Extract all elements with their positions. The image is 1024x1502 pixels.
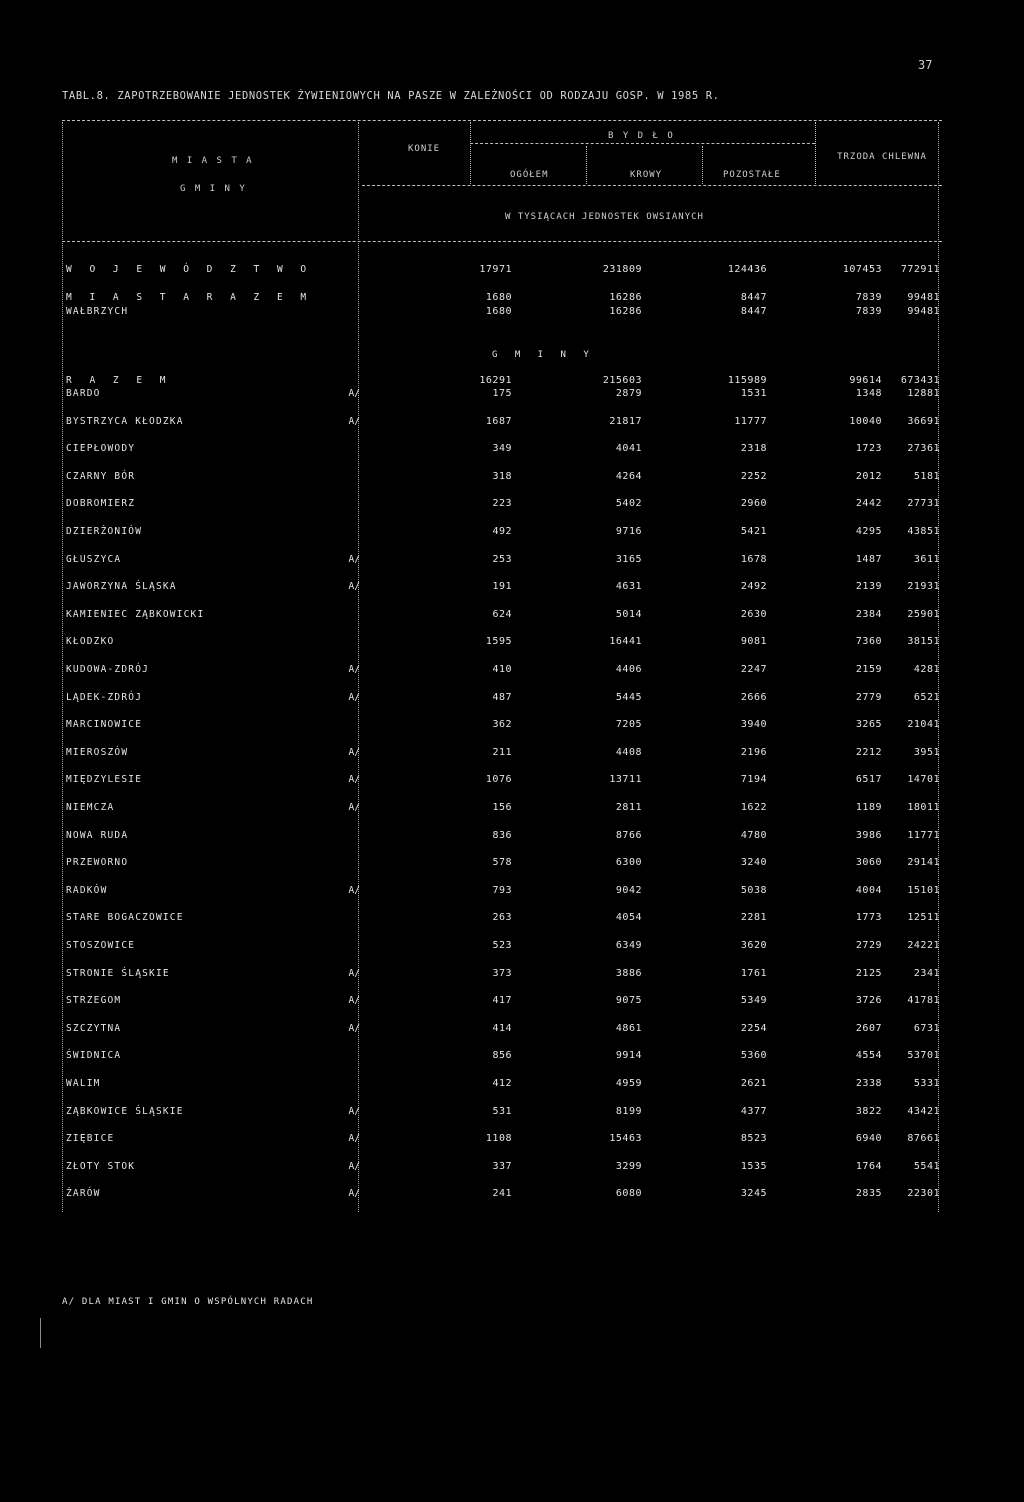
row-name: LĄDEK-ZDRÓJ — [66, 692, 143, 703]
cell-bydlo-ogolem: 15463 — [609, 1133, 642, 1144]
cell-konie: 578 — [492, 857, 512, 868]
cell-pozostale: 2338 — [855, 1078, 882, 1089]
table-row — [62, 636, 942, 650]
cell-pozostale: 7839 — [855, 292, 882, 303]
table-row — [62, 719, 942, 733]
table-row — [62, 1023, 942, 1037]
cell-bydlo-ogolem: 4631 — [615, 581, 642, 592]
row-name: ZĄBKOWICE ŚLĄSKIE — [66, 1106, 184, 1117]
cell-bydlo-ogolem: 4408 — [615, 747, 642, 758]
row-name: W O J E W Ó D Z T W O — [66, 264, 313, 275]
cell-konie: 241 — [492, 1188, 512, 1199]
cell-konie: 1076 — [485, 774, 512, 785]
cell-pozostale: 4295 — [855, 526, 882, 537]
cell-pozostale: 1764 — [855, 1161, 882, 1172]
row-name: BYSTRZYCA KŁODZKA — [66, 416, 184, 427]
cell-krowy: 2960 — [740, 498, 767, 509]
cell-pozostale: 1723 — [855, 443, 882, 454]
cell-pozostale: 7839 — [855, 306, 882, 317]
cell-bydlo-ogolem: 4959 — [615, 1078, 642, 1089]
cell-pozostale: 6517 — [855, 774, 882, 785]
cell-krowy: 2254 — [740, 1023, 767, 1034]
row-name: SZCZYTNA — [66, 1023, 122, 1034]
table-title: TABL.8. ZAPOTRZEBOWANIE JEDNOSTEK ŻYWIENIOWYCH NA PASZE W ZALEŻNOŚCI OD RODZAJU GOSP. W 1985 R. — [62, 90, 720, 102]
cell-bydlo-ogolem: 5402 — [615, 498, 642, 509]
cell-trzoda: 772911 — [900, 264, 940, 275]
cell-trzoda: 43421 — [907, 1106, 940, 1117]
table-row — [62, 609, 942, 623]
table-row — [62, 664, 942, 678]
cell-trzoda: 15101 — [907, 885, 940, 896]
cell-krowy: 3240 — [740, 857, 767, 868]
table-row — [62, 885, 942, 899]
row-mark: A/ — [348, 388, 360, 399]
cell-trzoda: 99481 — [907, 292, 940, 303]
cell-trzoda: 6521 — [913, 692, 940, 703]
cell-bydlo-ogolem: 231809 — [602, 264, 642, 275]
row-name: BARDO — [66, 388, 101, 399]
row-name: MIĘDZYLESIE — [66, 774, 143, 785]
cell-konie: 412 — [492, 1078, 512, 1089]
cell-krowy: 11777 — [734, 416, 767, 427]
row-mark: A/ — [348, 1106, 360, 1117]
cell-konie: 156 — [492, 802, 512, 813]
cell-bydlo-ogolem: 4041 — [615, 443, 642, 454]
cell-konie: 1687 — [485, 416, 512, 427]
table-row — [62, 375, 942, 389]
table-row — [62, 940, 942, 954]
cell-krowy: 1761 — [740, 968, 767, 979]
cell-krowy: 5360 — [740, 1050, 767, 1061]
cell-trzoda: 87661 — [907, 1133, 940, 1144]
cell-pozostale: 2384 — [855, 609, 882, 620]
table-row — [62, 306, 942, 320]
cell-konie: 523 — [492, 940, 512, 951]
margin-mark — [40, 1318, 41, 1348]
cell-konie: 624 — [492, 609, 512, 620]
row-name: NIEMCZA — [66, 802, 115, 813]
cell-krowy: 124436 — [727, 264, 767, 275]
cell-krowy: 2196 — [740, 747, 767, 758]
cell-pozostale: 2607 — [855, 1023, 882, 1034]
cell-bydlo-ogolem: 8199 — [615, 1106, 642, 1117]
cell-krowy: 5421 — [740, 526, 767, 537]
row-name: MIEROSZÓW — [66, 747, 129, 758]
cell-trzoda: 38151 — [907, 636, 940, 647]
table-row — [62, 471, 942, 485]
cell-konie: 1680 — [485, 306, 512, 317]
table-row — [62, 416, 942, 430]
cell-krowy: 3245 — [740, 1188, 767, 1199]
cell-krowy: 2252 — [740, 471, 767, 482]
header-bydlo: B Y D Ł O — [608, 131, 675, 141]
cell-pozostale: 3822 — [855, 1106, 882, 1117]
cell-pozostale: 3060 — [855, 857, 882, 868]
rule-header-mid — [362, 185, 942, 186]
cell-konie: 263 — [492, 912, 512, 923]
cell-konie: 17971 — [479, 264, 512, 275]
table-row — [62, 692, 942, 706]
row-name: GŁUSZYCA — [66, 554, 122, 565]
pozostale-border — [815, 122, 816, 184]
cell-konie: 487 — [492, 692, 512, 703]
table-row — [62, 912, 942, 926]
cell-konie: 410 — [492, 664, 512, 675]
table-row — [62, 498, 942, 512]
row-mark: A/ — [348, 581, 360, 592]
table-row — [62, 968, 942, 982]
cell-bydlo-ogolem: 5445 — [615, 692, 642, 703]
table-row — [62, 995, 942, 1009]
cell-krowy: 8447 — [740, 306, 767, 317]
cell-krowy: 5349 — [740, 995, 767, 1006]
table-row — [62, 774, 942, 788]
cell-krowy: 1531 — [740, 388, 767, 399]
row-mark: A/ — [348, 747, 360, 758]
cell-trzoda: 5331 — [913, 1078, 940, 1089]
cell-bydlo-ogolem: 16286 — [609, 306, 642, 317]
cell-krowy: 8523 — [740, 1133, 767, 1144]
cell-konie: 211 — [492, 747, 512, 758]
table-row — [62, 1133, 942, 1147]
row-name: R A Z E M — [66, 375, 172, 386]
cell-bydlo-ogolem: 8766 — [615, 830, 642, 841]
row-name: STARE BOGACZOWICE — [66, 912, 184, 923]
cell-bydlo-ogolem: 16441 — [609, 636, 642, 647]
cell-krowy: 3620 — [740, 940, 767, 951]
cell-trzoda: 3951 — [913, 747, 940, 758]
cell-krowy: 2318 — [740, 443, 767, 454]
cell-bydlo-ogolem: 3299 — [615, 1161, 642, 1172]
ogolem-border — [586, 146, 587, 184]
cell-konie: 836 — [492, 830, 512, 841]
cell-bydlo-ogolem: 2811 — [615, 802, 642, 813]
cell-konie: 793 — [492, 885, 512, 896]
cell-konie: 253 — [492, 554, 512, 565]
cell-pozostale: 3986 — [855, 830, 882, 841]
cell-konie: 1680 — [485, 292, 512, 303]
cell-bydlo-ogolem: 5014 — [615, 609, 642, 620]
cell-pozostale: 2125 — [855, 968, 882, 979]
cell-pozostale: 1773 — [855, 912, 882, 923]
cell-konie: 191 — [492, 581, 512, 592]
table-row — [62, 1188, 942, 1202]
cell-bydlo-ogolem: 4054 — [615, 912, 642, 923]
row-mark: A/ — [348, 1188, 360, 1199]
cell-krowy: 4377 — [740, 1106, 767, 1117]
krowy-border — [702, 146, 703, 184]
cell-bydlo-ogolem: 215603 — [602, 375, 642, 386]
cell-konie: 318 — [492, 471, 512, 482]
cell-trzoda: 41781 — [907, 995, 940, 1006]
cell-bydlo-ogolem: 6080 — [615, 1188, 642, 1199]
cell-bydlo-ogolem: 4861 — [615, 1023, 642, 1034]
cell-konie: 349 — [492, 443, 512, 454]
row-mark: A/ — [348, 1133, 360, 1144]
cell-trzoda: 5541 — [913, 1161, 940, 1172]
cell-pozostale: 1348 — [855, 388, 882, 399]
cell-pozostale: 2212 — [855, 747, 882, 758]
row-name: ŚWIDNICA — [66, 1050, 122, 1061]
row-mark: A/ — [348, 1023, 360, 1034]
cell-trzoda: 3611 — [913, 554, 940, 565]
cell-krowy: 7194 — [740, 774, 767, 785]
cell-trzoda: 24221 — [907, 940, 940, 951]
table-row — [62, 802, 942, 816]
cell-bydlo-ogolem: 9042 — [615, 885, 642, 896]
cell-konie: 16291 — [479, 375, 512, 386]
cell-krowy: 4780 — [740, 830, 767, 841]
footnote: A/ DLA MIAST I GMIN O WSPÓLNYCH RADACH — [62, 1297, 314, 1307]
table-row — [62, 857, 942, 871]
table-row — [62, 388, 942, 402]
cell-bydlo-ogolem: 3886 — [615, 968, 642, 979]
cell-krowy: 1622 — [740, 802, 767, 813]
cell-pozostale: 107453 — [842, 264, 882, 275]
cell-bydlo-ogolem: 3165 — [615, 554, 642, 565]
cell-bydlo-ogolem: 9914 — [615, 1050, 642, 1061]
cell-trzoda: 12881 — [907, 388, 940, 399]
header-gminy: G M I N Y — [180, 184, 247, 194]
cell-pozostale: 3265 — [855, 719, 882, 730]
cell-konie: 492 — [492, 526, 512, 537]
table-row — [62, 1050, 942, 1064]
row-mark: A/ — [348, 802, 360, 813]
table-row — [62, 1106, 942, 1120]
header-miasta: M I A S T A — [172, 156, 254, 166]
cell-bydlo-ogolem: 6349 — [615, 940, 642, 951]
cell-krowy: 2666 — [740, 692, 767, 703]
row-name: KUDOWA-ZDRÓJ — [66, 664, 150, 675]
row-mark: A/ — [348, 995, 360, 1006]
row-name: M I A S T A R A Z E M — [66, 292, 313, 303]
cell-krowy: 1535 — [740, 1161, 767, 1172]
cell-bydlo-ogolem: 6300 — [615, 857, 642, 868]
cell-konie: 1595 — [485, 636, 512, 647]
cell-konie: 223 — [492, 498, 512, 509]
table-row — [62, 581, 942, 595]
table-row — [62, 526, 942, 540]
cell-bydlo-ogolem: 9716 — [615, 526, 642, 537]
cell-trzoda: 21041 — [907, 719, 940, 730]
row-name: CZARNY BÓR — [66, 471, 136, 482]
row-mark: A/ — [348, 885, 360, 896]
cell-krowy: 3940 — [740, 719, 767, 730]
row-mark: A/ — [348, 664, 360, 675]
cell-pozostale: 4004 — [855, 885, 882, 896]
row-name: JAWORZYNA ŚLĄSKA — [66, 581, 177, 592]
cell-trzoda: 99481 — [907, 306, 940, 317]
cell-pozostale: 99614 — [849, 375, 882, 386]
cell-krowy: 2492 — [740, 581, 767, 592]
row-name: STRZEGOM — [66, 995, 122, 1006]
row-mark: A/ — [348, 554, 360, 565]
row-mark: A/ — [348, 1161, 360, 1172]
cell-pozostale: 4554 — [855, 1050, 882, 1061]
cell-konie: 417 — [492, 995, 512, 1006]
row-name: STOSZOWICE — [66, 940, 136, 951]
row-name: ŻARÓW — [66, 1188, 101, 1199]
row-name: WALIM — [66, 1078, 101, 1089]
cell-pozostale: 10040 — [849, 416, 882, 427]
cell-konie: 175 — [492, 388, 512, 399]
cell-konie: 337 — [492, 1161, 512, 1172]
cell-pozostale: 2159 — [855, 664, 882, 675]
cell-pozostale: 6940 — [855, 1133, 882, 1144]
header-ogolem: OGÓŁEM — [510, 170, 549, 180]
cell-trzoda: 27361 — [907, 443, 940, 454]
page-number: 37 — [918, 58, 933, 72]
cell-pozostale: 7360 — [855, 636, 882, 647]
table-row — [62, 830, 942, 844]
row-name: ZŁOTY STOK — [66, 1161, 136, 1172]
cell-trzoda: 27731 — [907, 498, 940, 509]
cell-krowy: 9081 — [740, 636, 767, 647]
cell-trzoda: 4281 — [913, 664, 940, 675]
row-name: CIEPŁOWODY — [66, 443, 136, 454]
cell-bydlo-ogolem: 2879 — [615, 388, 642, 399]
cell-trzoda: 673431 — [900, 375, 940, 386]
cell-krowy: 115989 — [727, 375, 767, 386]
cell-bydlo-ogolem: 9075 — [615, 995, 642, 1006]
row-name: NOWA RUDA — [66, 830, 129, 841]
cell-trzoda: 29141 — [907, 857, 940, 868]
cell-krowy: 2281 — [740, 912, 767, 923]
cell-trzoda: 5181 — [913, 471, 940, 482]
row-name: MARCINOWICE — [66, 719, 143, 730]
cell-krowy: 8447 — [740, 292, 767, 303]
cell-konie: 856 — [492, 1050, 512, 1061]
cell-krowy: 2630 — [740, 609, 767, 620]
table-row — [62, 443, 942, 457]
cell-konie: 531 — [492, 1106, 512, 1117]
cell-pozostale: 2442 — [855, 498, 882, 509]
header-trzoda: TRZODA CHLEWNA — [837, 152, 927, 162]
cell-krowy: 1678 — [740, 554, 767, 565]
table-row — [62, 1078, 942, 1092]
cell-trzoda: 14701 — [907, 774, 940, 785]
cell-pozostale: 2779 — [855, 692, 882, 703]
cell-bydlo-ogolem: 13711 — [609, 774, 642, 785]
section-gminy: G M I N Y — [492, 350, 595, 360]
rule-header-bottom — [62, 241, 942, 242]
row-mark: A/ — [348, 968, 360, 979]
cell-pozostale: 2012 — [855, 471, 882, 482]
row-name: ZIĘBICE — [66, 1133, 115, 1144]
row-mark: A/ — [348, 774, 360, 785]
cell-krowy: 2247 — [740, 664, 767, 675]
cell-bydlo-ogolem: 4406 — [615, 664, 642, 675]
konie-border — [470, 122, 471, 184]
cell-konie: 414 — [492, 1023, 512, 1034]
cell-pozostale: 2729 — [855, 940, 882, 951]
table-row — [62, 1161, 942, 1175]
row-mark: A/ — [348, 692, 360, 703]
header-unit-note: W TYSIĄCACH JEDNOSTEK OWSIANYCH — [505, 212, 704, 222]
cell-pozostale: 1487 — [855, 554, 882, 565]
rule-bydlo-under — [470, 143, 815, 144]
row-name: RADKÓW — [66, 885, 108, 896]
row-name: WAŁBRZYCH — [66, 306, 129, 317]
cell-pozostale: 2835 — [855, 1188, 882, 1199]
table-row — [62, 292, 942, 306]
cell-konie: 373 — [492, 968, 512, 979]
row-name: DZIERŻONIÓW — [66, 526, 143, 537]
cell-krowy: 2621 — [740, 1078, 767, 1089]
table-row — [62, 747, 942, 761]
cell-bydlo-ogolem: 16286 — [609, 292, 642, 303]
cell-pozostale: 3726 — [855, 995, 882, 1006]
cell-bydlo-ogolem: 7205 — [615, 719, 642, 730]
rule-top — [62, 120, 942, 121]
row-name: STRONIE ŚLĄSKIE — [66, 968, 170, 979]
cell-pozostale: 1189 — [855, 802, 882, 813]
cell-trzoda: 22301 — [907, 1188, 940, 1199]
cell-trzoda: 53701 — [907, 1050, 940, 1061]
cell-trzoda: 43851 — [907, 526, 940, 537]
cell-konie: 362 — [492, 719, 512, 730]
header-konie: KONIE — [408, 144, 441, 154]
row-name: PRZEWORNO — [66, 857, 129, 868]
cell-krowy: 5038 — [740, 885, 767, 896]
row-name: DOBROMIERZ — [66, 498, 136, 509]
cell-trzoda: 21931 — [907, 581, 940, 592]
table-row — [62, 554, 942, 568]
cell-trzoda: 18011 — [907, 802, 940, 813]
cell-bydlo-ogolem: 21817 — [609, 416, 642, 427]
cell-trzoda: 6731 — [913, 1023, 940, 1034]
header-krowy: KROWY — [630, 170, 663, 180]
row-name: KAMIENIEC ZĄBKOWICKI — [66, 609, 205, 620]
cell-trzoda: 11771 — [907, 830, 940, 841]
cell-trzoda: 36691 — [907, 416, 940, 427]
cell-konie: 1108 — [485, 1133, 512, 1144]
table-row — [62, 264, 942, 278]
row-mark: A/ — [348, 416, 360, 427]
cell-pozostale: 2139 — [855, 581, 882, 592]
header-pozostale: POZOSTAŁE — [723, 170, 781, 180]
cell-bydlo-ogolem: 4264 — [615, 471, 642, 482]
cell-trzoda: 2341 — [913, 968, 940, 979]
row-name: KŁODZKO — [66, 636, 115, 647]
cell-trzoda: 25901 — [907, 609, 940, 620]
cell-trzoda: 12511 — [907, 912, 940, 923]
